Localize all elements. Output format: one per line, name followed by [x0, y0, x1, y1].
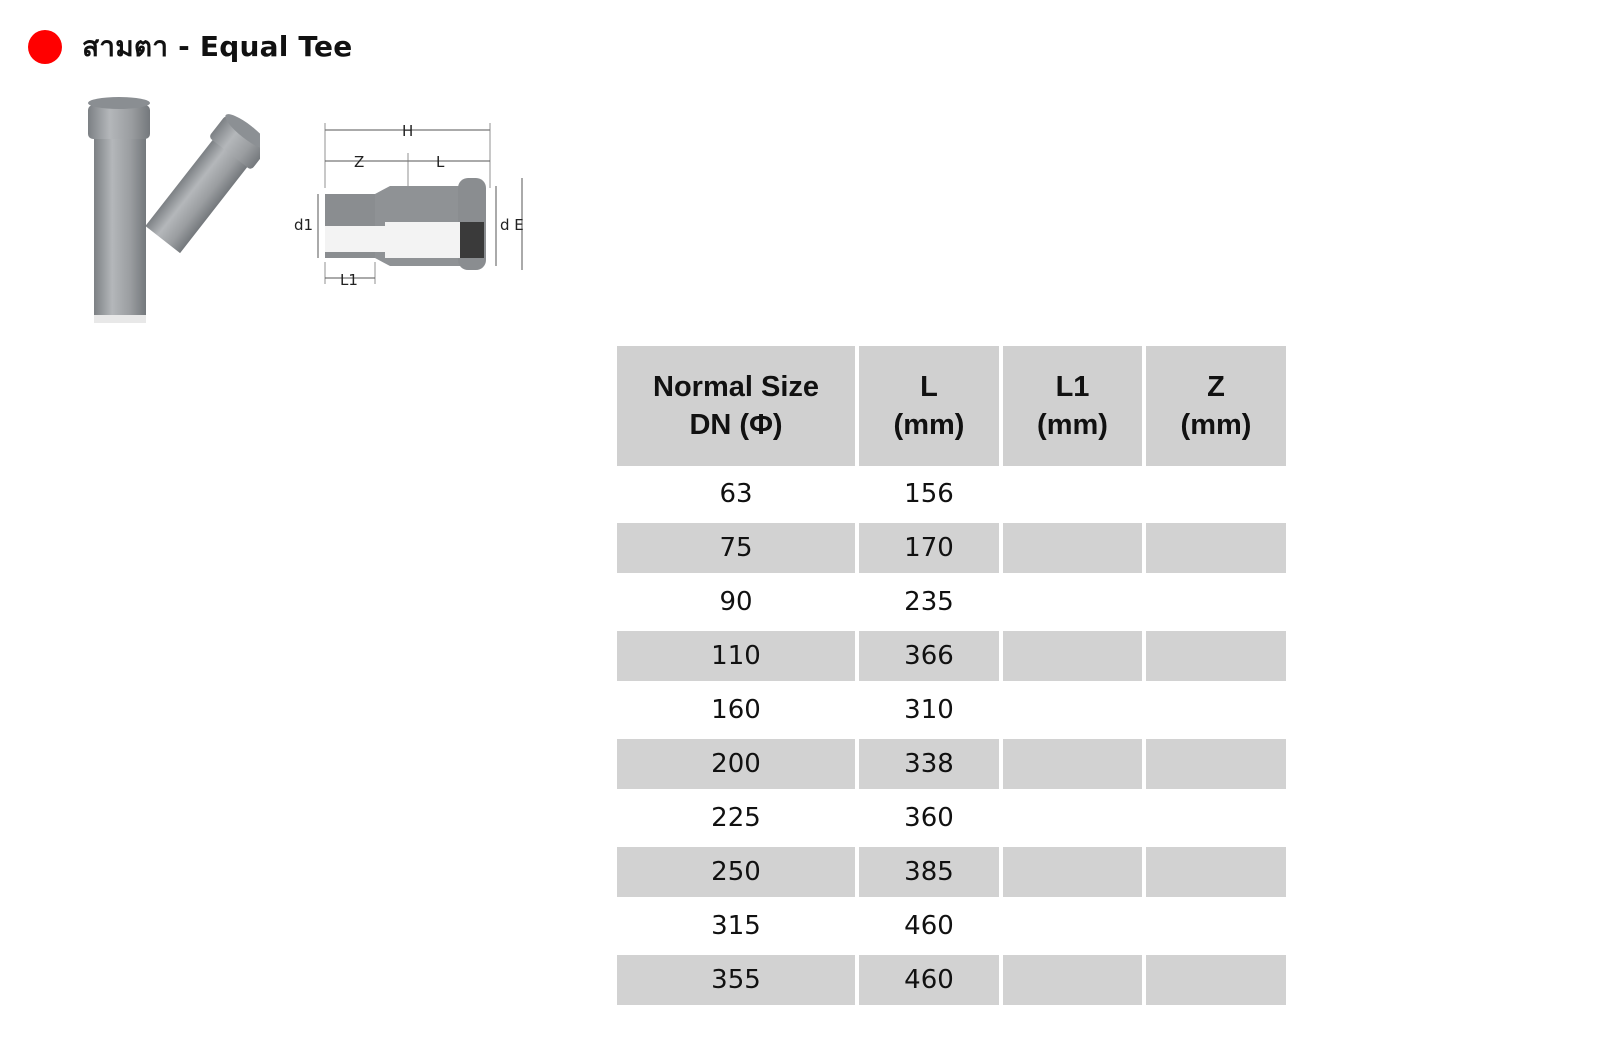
cell-size: 315	[711, 911, 761, 941]
header-size	[617, 346, 855, 466]
cell-size: 355	[617, 955, 855, 1005]
cell-z	[1146, 739, 1286, 789]
header-l-line2: (mm)	[893, 409, 965, 441]
table-row	[617, 739, 1287, 789]
cell-z	[1146, 523, 1286, 573]
header-l1-line2: (mm)	[1037, 409, 1108, 441]
table-header-row	[617, 346, 1287, 466]
cell-l: 310	[904, 695, 954, 725]
label-d1: d1	[294, 216, 314, 234]
cell-z	[1146, 901, 1286, 951]
cell-z	[1146, 685, 1286, 735]
table-row	[617, 847, 1287, 897]
cell-size: 250	[617, 847, 855, 897]
cell-l: 460	[904, 911, 954, 941]
table-row	[617, 793, 1287, 843]
cell-size: 63	[719, 479, 753, 509]
cell-l: 460	[859, 955, 999, 1005]
table-row	[617, 685, 1287, 735]
cell-l: 156	[904, 479, 954, 509]
cell-z	[1146, 955, 1286, 1005]
title-row	[28, 28, 352, 66]
cell-l1	[1003, 577, 1142, 627]
table-row	[617, 955, 1287, 1005]
label-H: H	[402, 122, 414, 140]
cell-size: 90	[719, 587, 753, 617]
cell-z	[1146, 469, 1286, 519]
header-l-line1: L	[920, 371, 938, 403]
cell-z	[1146, 793, 1286, 843]
spec-table	[617, 346, 1287, 1009]
header-l1	[1003, 346, 1142, 466]
table-row	[617, 901, 1287, 951]
cell-l1	[1003, 847, 1142, 897]
cell-size: 225	[711, 803, 761, 833]
cell-l: 360	[904, 803, 954, 833]
cell-l1	[1003, 685, 1142, 735]
dimension-diagram	[290, 118, 540, 298]
cell-l1	[1003, 469, 1142, 519]
tee-fitting-photo	[80, 95, 260, 325]
table-row	[617, 631, 1287, 681]
cell-l1	[1003, 901, 1142, 951]
table-row	[617, 523, 1287, 573]
cell-size: 160	[711, 695, 761, 725]
cell-l: 235	[904, 587, 954, 617]
header-z-line2: (mm)	[1180, 409, 1252, 441]
cell-z	[1146, 631, 1286, 681]
cell-l: 170	[859, 523, 999, 573]
header-size-line2: DN (Φ)	[689, 409, 783, 441]
table-row	[617, 577, 1287, 627]
cell-size: 200	[617, 739, 855, 789]
page-title: สามตา - Equal Tee	[82, 30, 353, 63]
cell-l: 385	[859, 847, 999, 897]
header-size-line1: Normal Size	[653, 371, 819, 403]
cell-l: 366	[859, 631, 999, 681]
cell-size: 75	[617, 523, 855, 573]
cell-z	[1146, 847, 1286, 897]
cell-size: 110	[617, 631, 855, 681]
header-l1-line1: L1	[1055, 371, 1090, 403]
cell-l1	[1003, 631, 1142, 681]
label-L1: L1	[340, 271, 358, 289]
cell-l1	[1003, 523, 1142, 573]
cell-l1	[1003, 955, 1142, 1005]
cell-l1	[1003, 793, 1142, 843]
header-z-line1: Z	[1207, 371, 1225, 403]
cell-l1	[1003, 739, 1142, 789]
cell-z	[1146, 577, 1286, 627]
red-bullet-icon	[28, 30, 62, 64]
table-row	[617, 469, 1287, 519]
label-Z: Z	[354, 153, 365, 171]
header-z	[1146, 346, 1286, 466]
cell-l: 338	[859, 739, 999, 789]
header-l	[859, 346, 999, 466]
label-L: L	[436, 153, 445, 171]
label-dE: d E	[500, 216, 524, 234]
